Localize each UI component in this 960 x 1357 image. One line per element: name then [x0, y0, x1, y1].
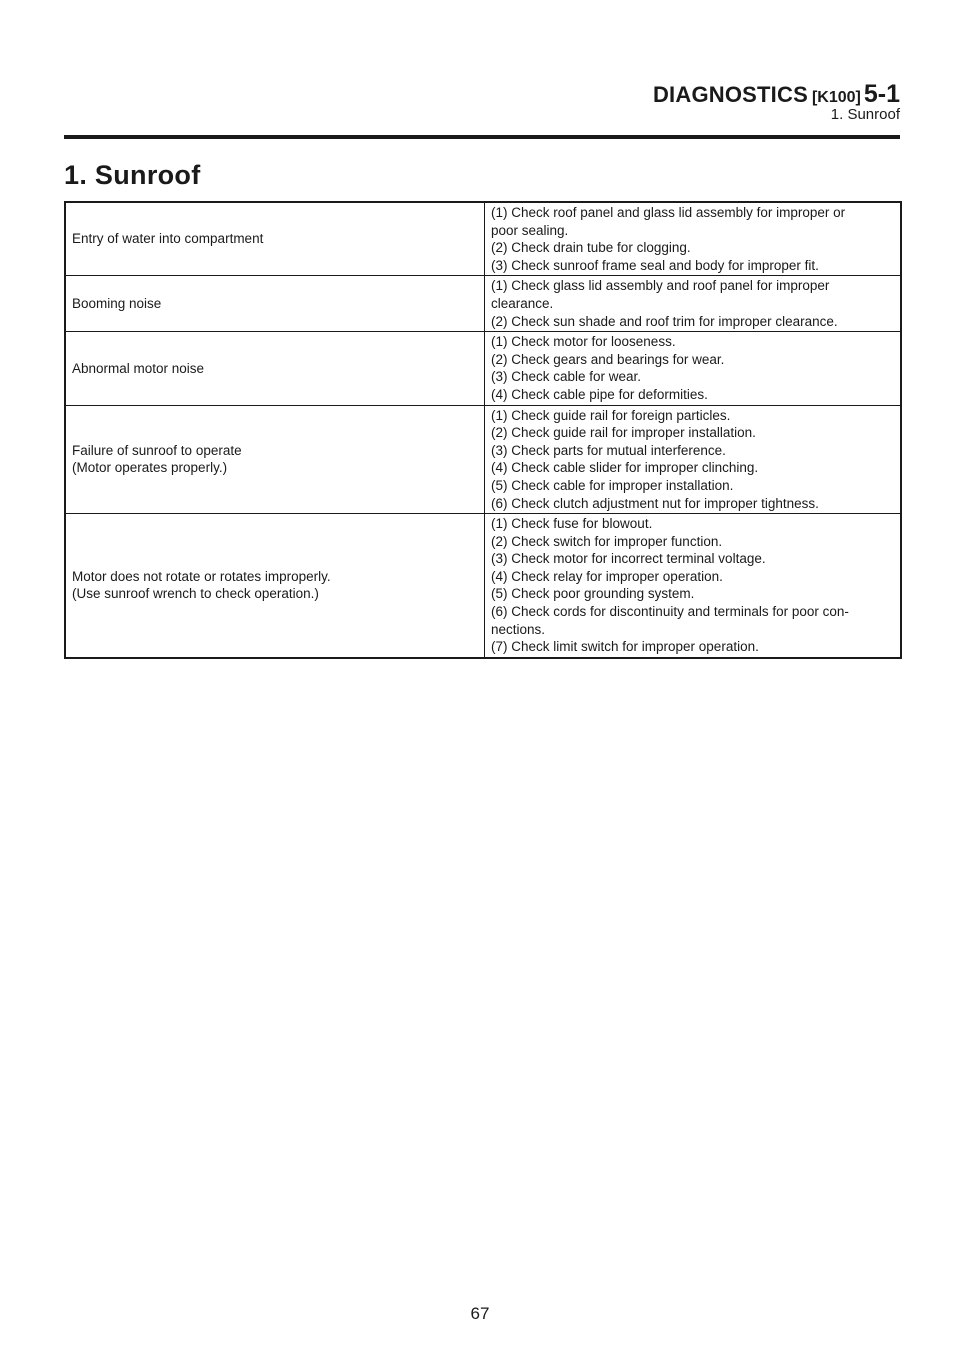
symptom-text: Motor does not rotate or rotates improperly.	[72, 568, 331, 584]
check-line: (4) Check cable slider for improper clinching.	[491, 460, 759, 476]
symptom-cell	[65, 405, 485, 514]
check-line: (6) Check cords for discontinuity and terminals for poor con-	[491, 604, 849, 620]
checks-cell	[485, 202, 902, 276]
check-line: (5) Check cable for improper installation.	[491, 477, 734, 493]
check-line: (1) Check motor for looseness.	[491, 334, 676, 350]
check-line: (5) Check poor grounding system.	[491, 586, 695, 602]
check-line: (1) Check guide rail for foreign particles.	[491, 407, 731, 423]
check-line: (2) Check switch for improper function.	[491, 533, 723, 549]
check-line: (2) Check sun shade and roof trim for improper clearance.	[491, 313, 838, 329]
check-line: (6) Check clutch adjustment nut for improper tightness.	[491, 495, 819, 511]
check-line: (1) Check fuse for blowout.	[491, 516, 653, 532]
checks-cell	[485, 332, 902, 405]
symptom-text: (Motor operates properly.)	[72, 460, 228, 476]
table-row	[65, 276, 901, 332]
check-line: poor sealing.	[491, 222, 569, 238]
symptom-text: Abnormal motor noise	[72, 360, 205, 376]
symptom-cell	[65, 332, 485, 405]
page-title: 1. Sunroof	[64, 160, 201, 190]
table-row	[65, 202, 901, 276]
header-section-title: DIAGNOSTICS	[652, 82, 808, 107]
table-row	[65, 405, 901, 514]
check-line: (3) Check motor for incorrect terminal voltage.	[491, 551, 766, 567]
check-line: (1) Check roof panel and glass lid assembly for improper or	[491, 205, 846, 220]
check-line: clearance.	[491, 295, 554, 311]
check-line: (1) Check glass lid assembly and roof panel for improper	[491, 278, 830, 294]
symptom-cell	[65, 202, 485, 276]
header-heading	[653, 82, 900, 107]
check-line: (2) Check guide rail for improper installation.	[491, 425, 756, 441]
diagnostics-table	[64, 201, 902, 659]
check-line: (3) Check sunroof frame seal and body for improper fit.	[491, 257, 819, 273]
checks-cell	[485, 405, 902, 514]
page-number: 67	[470, 1304, 490, 1323]
check-line: (3) Check parts for mutual interference.	[491, 442, 726, 458]
check-line: (4) Check relay for improper operation.	[491, 568, 723, 584]
header-subsection: 1. Sunroof	[830, 106, 900, 123]
checks-cell	[485, 514, 902, 658]
table-row	[65, 514, 901, 658]
page-header	[64, 82, 900, 142]
check-line: (2) Check drain tube for clogging.	[491, 240, 691, 256]
checks-cell	[485, 276, 902, 332]
check-line: (3) Check cable for wear.	[491, 369, 642, 385]
symptom-text: Booming noise	[72, 295, 162, 311]
check-line: (2) Check gears and bearings for wear.	[491, 351, 725, 367]
check-line: nections.	[491, 621, 546, 637]
symptom-cell	[65, 514, 485, 658]
check-line: (7) Check limit switch for improper operation.	[491, 639, 759, 655]
check-line: (4) Check cable pipe for deformities.	[491, 386, 708, 402]
symptom-text: Failure of sunroof to operate	[72, 442, 242, 458]
symptom-text: Entry of water into compartment	[72, 231, 264, 247]
header-divider	[64, 135, 900, 139]
symptom-cell	[65, 276, 485, 332]
table-row	[65, 332, 901, 405]
header-code: [K100]	[811, 89, 861, 106]
header-chapter-number: 5-1	[863, 80, 900, 108]
symptom-text: (Use sunroof wrench to check operation.)	[72, 586, 319, 602]
